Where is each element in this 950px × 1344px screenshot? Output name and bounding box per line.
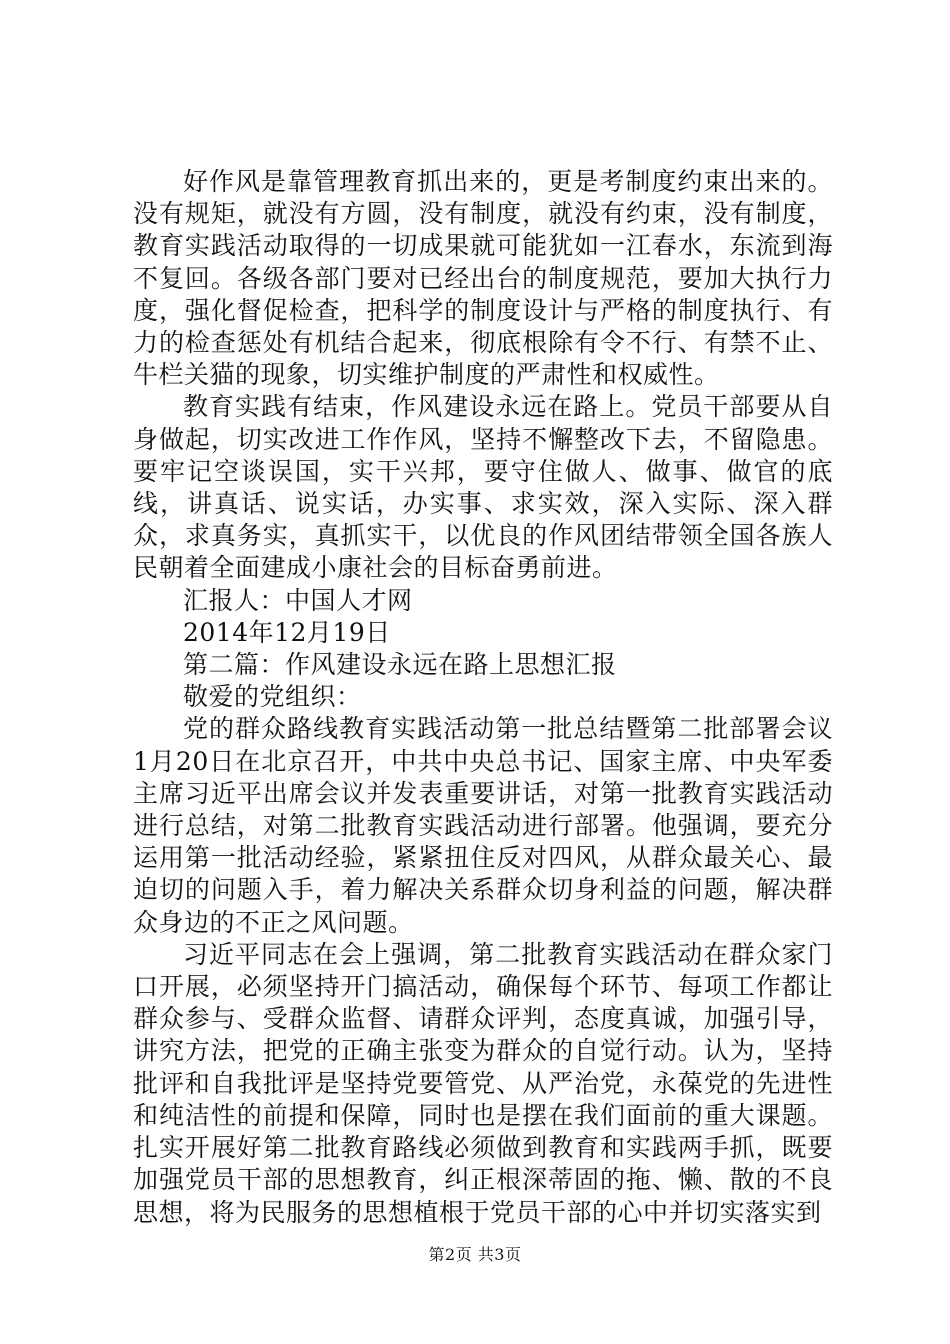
paragraph-discipline: 好作风是靠管理教育抓出来的，更是考制度约束出来的。没有规矩，就没有方圆，没有制度，就没有约束，没有制度，教育实践活动取得的一切成果就可能犹如一江春水，东流到海不复回。各级各部门要对已经出台的制度规范，要加大执行力度，强化督促检查，把科学的制度设计与严格的制度执行、有力的检查惩处有机结合起来，彻底根除有令不行、有禁不止、牛栏关猫的现象，切实维护制度的严肃性和权威性。 [133,167,833,390]
section-title: 第二篇：作风建设永远在路上思想汇报 [183,650,617,680]
reporter-line: 汇报人：中国人才网 [183,585,413,615]
report-date: 2014年12月19日 [183,617,391,647]
document-body [133,166,833,1229]
page-footer: 第2页 共3页 [428,1245,522,1264]
paragraph-emphasis: 习近平同志在会上强调，第二批教育实践活动在群众家门口开展，必须坚持开门搞活动，确保每个环节、每项工作都让群众参与、受群众监督、请群众评判，态度真诚，加强引导，讲究方法，把党的正确主张变为群众的自觉行动。认为，坚持批评和自我批评是坚持党要管党、从严治党，永葆党的先进性和纯洁性的前提和保障，同时也是摆在我们面前的重大课题。扎实开展好第二批教育路线必须做到教育和实践两手抓，既要加强党员干部的思想教育，纠正根深蒂固的拖、懒、散的不良思想，将为民服务的思想植根于党员干部的心中并切实落实到 [133,939,833,1227]
paragraph-meeting: 党的群众路线教育实践活动第一批总结暨第二批部署会议1月20日在北京召开，中共中央总书记、国家主席、中央军委主席习近平出席会议并发表重要讲话，对第一批教育实践活动进行总结，对第二批教育实践活动进行部署。他强调，要充分运用第一批活动经验，紧紧扭住反对四风，从群众最关心、最迫切的问题入手，着力解决关系群众切身利益的问题，解决群众身边的不正之风问题。 [133,714,833,937]
paragraph-work-style: 教育实践有结束，作风建设永远在路上。党员干部要从自身做起，切实改进工作作风，坚持不懈整改下去，不留隐患。要牢记空谈误国，实干兴邦，要守住做人、做事、做官的底线，讲真话、说实话，办实事、求实效，深入实际、深入群众，求真务实，真抓实干，以优良的作风团结带领全国各族人民朝着全面建成小康社会的目标奋勇前进。 [133,392,833,583]
salutation: 敬爱的党组织： [183,682,362,712]
